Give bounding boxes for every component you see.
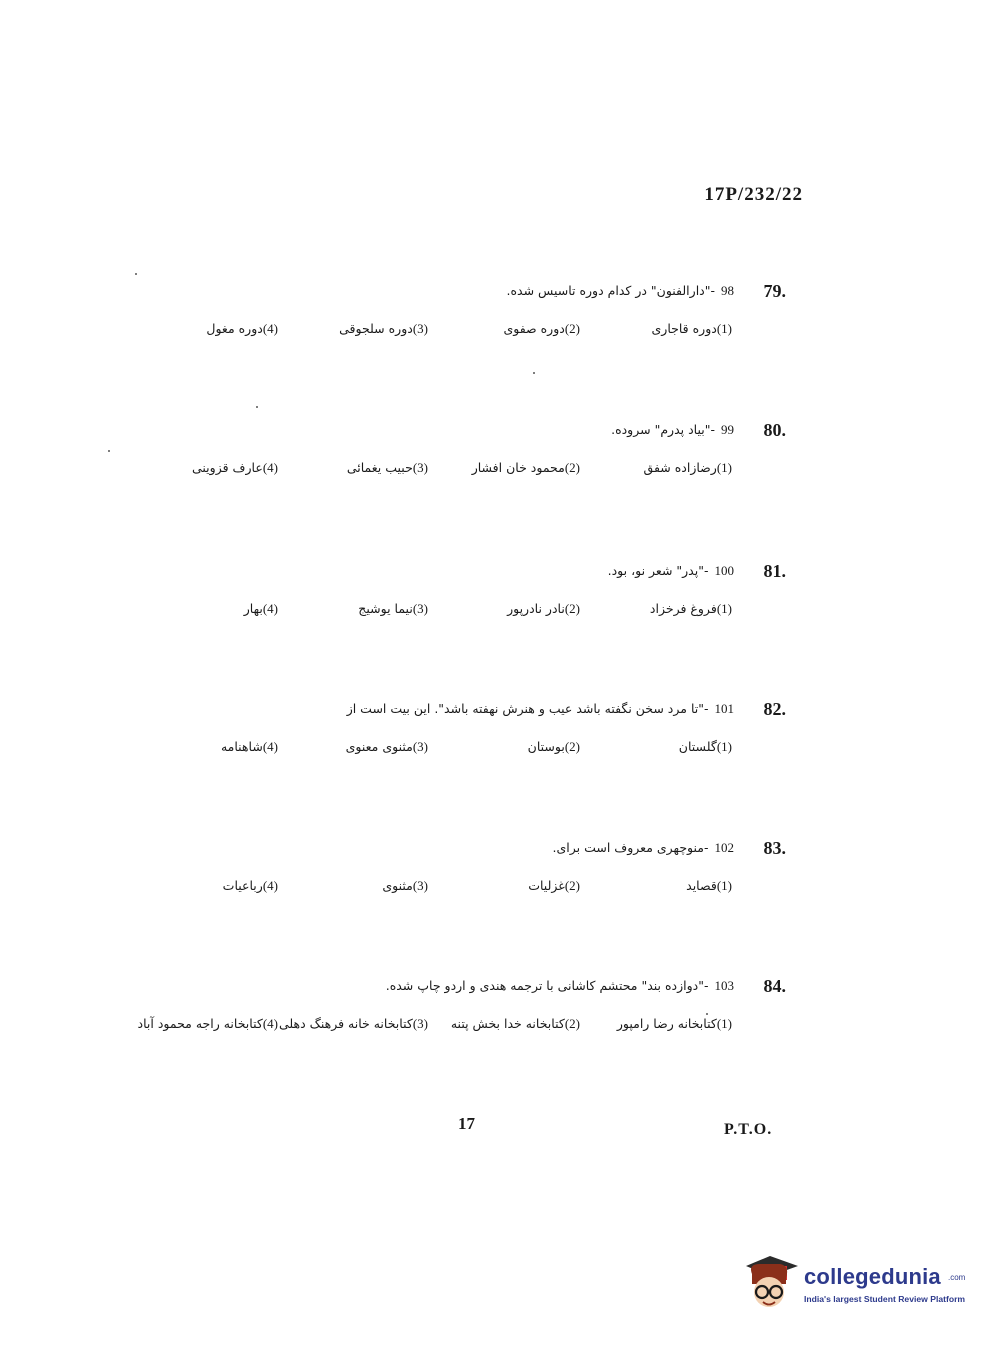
option-2: [528, 739, 580, 755]
stem-text: "تا مرد سخن نگفته باشد عیب و هنرش نهفته باشد". این بیت است از: [346, 701, 704, 716]
options-row: [150, 460, 732, 484]
question-stem: 102-منوچهری معروف است برای.: [552, 840, 734, 855]
original-number: 101: [714, 701, 734, 716]
option-text: قصاید: [686, 878, 717, 893]
paper-code: 17P/232/22: [704, 184, 803, 205]
options-row: [150, 878, 732, 902]
question-number: 82.: [763, 699, 786, 719]
options-row: [150, 739, 732, 763]
option-number: (4): [262, 878, 278, 893]
option-number: (4): [262, 739, 278, 754]
option-3: [279, 1016, 428, 1032]
option-number: (1): [716, 460, 732, 475]
option-text: بهار: [243, 601, 263, 616]
option-4: [206, 321, 278, 337]
scan-speck: [108, 450, 110, 452]
option-text: کتابخانه راجه محمود آباد: [137, 1016, 263, 1031]
option-number: (3): [412, 460, 428, 475]
question-number: 81.: [763, 561, 786, 581]
question-80: [150, 420, 800, 500]
option-number: (1): [716, 739, 732, 754]
student-mascot-icon: [740, 1252, 802, 1314]
option-number: (2): [564, 1016, 580, 1031]
option-3: [346, 739, 428, 755]
option-text: نادر نادرپور: [507, 601, 565, 616]
option-2: [503, 321, 580, 337]
option-number: (1): [716, 1016, 732, 1031]
option-text: غزلیات: [528, 878, 565, 893]
option-3: [382, 878, 428, 894]
option-text: عارف قزوینی: [191, 460, 263, 475]
question-stem: 99-"بیاد پدرم" سروده.: [611, 422, 734, 437]
option-text: رضازاده شفق: [643, 460, 717, 475]
question-stem: 98-"دارالفنون" در کدام دوره تاسیس شده.: [506, 283, 734, 298]
brand-dotcom: .com: [948, 1273, 966, 1282]
option-4: [244, 601, 278, 617]
options-row: [137, 1016, 732, 1040]
pto-label: P.T.O.: [724, 1121, 773, 1138]
option-text: فروغ فرخزاد: [649, 601, 717, 616]
option-3: [358, 601, 428, 617]
question-79: [150, 281, 800, 361]
option-1: [650, 601, 732, 617]
question-number: 84.: [763, 976, 786, 996]
option-number: (3): [412, 321, 428, 336]
question-82: [150, 699, 800, 779]
option-4: [221, 739, 278, 755]
option-4: [138, 1016, 278, 1032]
option-text: رباعیات: [222, 878, 263, 893]
question-number: 79.: [763, 281, 786, 301]
page-number: 17: [458, 1114, 475, 1133]
option-number: (4): [262, 1016, 278, 1031]
option-number: (3): [412, 739, 428, 754]
original-number: 100: [714, 563, 734, 578]
option-number: (1): [716, 321, 732, 336]
question-stem: 101-"تا مرد سخن نگفته باشد عیب و هنرش نهفته باشد". این بیت است از: [346, 701, 734, 716]
question-stem: 100-"پدر" شعر نو، بود.: [607, 563, 734, 578]
original-number: 103: [714, 978, 734, 993]
option-text: حبیب یغمائی: [346, 460, 413, 475]
option-text: کتابخانه خانه فرهنگ دهلی: [278, 1016, 413, 1031]
option-1: [652, 321, 733, 337]
question-81: [150, 561, 800, 641]
collegedunia-logo: [740, 1252, 970, 1316]
option-text: کتابخانه خدا بخش پتنه: [450, 1016, 565, 1031]
option-text: گلستان: [678, 739, 717, 754]
option-text: مثنوی معنوی: [345, 739, 413, 754]
original-number: 98: [721, 283, 734, 298]
question-stem: 103-"دوازده بند" محتشم کاشانی با ترجمه هندی و اردو چاپ شده.: [385, 978, 734, 993]
option-1: [679, 739, 732, 755]
scan-speck: [256, 406, 258, 408]
option-number: (2): [564, 878, 580, 893]
option-2: [451, 1016, 580, 1032]
option-number: (3): [412, 601, 428, 616]
option-text: محمود خان افشار: [471, 460, 565, 475]
option-number: (2): [564, 601, 580, 616]
option-1: [686, 878, 732, 894]
scan-speck: [533, 372, 535, 374]
option-text: شاهنامه: [220, 739, 263, 754]
option-4: [192, 460, 278, 476]
option-text: کتابخانه رضا رامپور: [616, 1016, 717, 1031]
option-text: دوره صفوی: [503, 321, 565, 336]
option-1: [644, 460, 732, 476]
option-text: بوستان: [527, 739, 565, 754]
brand-name: collegedunia: [804, 1264, 941, 1289]
option-2: [472, 460, 580, 476]
option-2: [528, 878, 580, 894]
question-83: [150, 838, 800, 918]
option-3: [347, 460, 428, 476]
option-1: [617, 1016, 732, 1032]
option-text: دوره مغول: [206, 321, 263, 336]
options-row: [150, 601, 732, 625]
option-text: نیما یوشیج: [358, 601, 413, 616]
stem-text: "دوازده بند" محتشم کاشانی با ترجمه هندی و اردو چاپ شده.: [385, 978, 704, 993]
option-number: (4): [262, 460, 278, 475]
original-number: 99: [721, 422, 734, 437]
option-2: [507, 601, 580, 617]
question-84: [137, 976, 800, 1056]
stem-text: "پدر" شعر نو، بود.: [607, 563, 704, 578]
option-number: (3): [412, 878, 428, 893]
option-number: (2): [564, 739, 580, 754]
option-number: (1): [716, 601, 732, 616]
question-number: 83.: [763, 838, 786, 858]
option-number: (4): [262, 601, 278, 616]
option-number: (4): [262, 321, 278, 336]
option-number: (1): [716, 878, 732, 893]
scan-speck: [135, 273, 137, 275]
stem-text: منوچهری معروف است برای.: [552, 840, 704, 855]
brand-tagline: India's largest Student Review Platform: [804, 1294, 966, 1304]
option-number: (3): [412, 1016, 428, 1031]
option-text: دوره قاجاری: [651, 321, 717, 336]
option-number: (2): [564, 321, 580, 336]
option-4: [223, 878, 278, 894]
options-row: [150, 321, 732, 345]
option-number: (2): [564, 460, 580, 475]
stem-text: "بیاد پدرم" سروده.: [611, 422, 711, 437]
option-text: دوره سلجوقی: [339, 321, 413, 336]
option-3: [339, 321, 428, 337]
question-number: 80.: [763, 420, 786, 440]
scan-speck: [706, 1013, 708, 1015]
original-number: 102: [714, 840, 734, 855]
stem-text: "دارالفنون" در کدام دوره تاسیس شده.: [506, 283, 711, 298]
option-text: مثنوی: [382, 878, 413, 893]
